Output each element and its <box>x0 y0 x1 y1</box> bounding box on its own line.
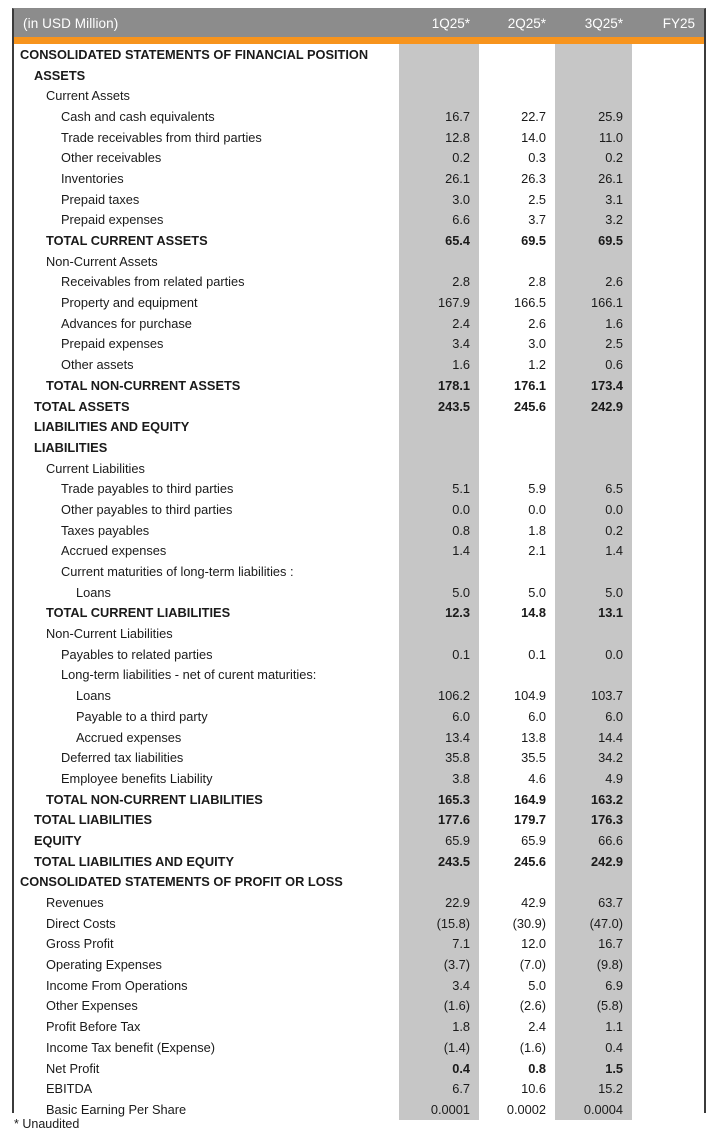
cell-1q25: 12.3 <box>445 605 470 621</box>
cell-2q25: 26.3 <box>521 170 546 186</box>
cell-3q25: 1.4 <box>605 543 623 559</box>
cell-2q25: 5.9 <box>528 481 546 497</box>
cell-1q25: 12.8 <box>445 129 470 145</box>
cell-3q25: 0.0 <box>605 501 623 517</box>
cell-1q25: 13.4 <box>445 729 470 745</box>
cell-2q25: 0.3 <box>528 150 546 166</box>
table-row <box>14 1099 704 1120</box>
row-label: Cash and cash equivalents <box>61 108 215 124</box>
table-row <box>14 1058 704 1079</box>
row-label: Payables to related parties <box>61 646 213 662</box>
table-body <box>14 44 704 1120</box>
cell-3q25: 11.0 <box>599 129 623 145</box>
cell-3q25: 1.1 <box>605 1019 623 1035</box>
cell-2q25: 164.9 <box>513 791 546 807</box>
cell-1q25: 16.7 <box>445 108 470 124</box>
table-row <box>14 934 704 955</box>
row-label: Property and equipment <box>61 295 198 311</box>
row-label: Other assets <box>61 357 134 373</box>
row-label: CONSOLIDATED STATEMENTS OF FINANCIAL POSITION <box>20 46 369 62</box>
row-label: CONSOLIDATED STATEMENTS OF PROFIT OR LOSS <box>20 874 343 890</box>
row-label: Prepaid expenses <box>61 336 164 352</box>
row-label: Gross Profit <box>46 936 114 952</box>
table-row <box>14 230 704 251</box>
cell-1q25: 5.0 <box>452 584 470 600</box>
table-row <box>14 727 704 748</box>
cell-3q25: 34.2 <box>598 750 623 766</box>
cell-3q25: 163.2 <box>590 791 623 807</box>
row-label: Loans <box>76 688 111 704</box>
row-label: Direct Costs <box>46 915 116 931</box>
table-row <box>14 747 704 768</box>
row-label: Non-Current Liabilities <box>46 626 173 642</box>
row-label: Taxes payables <box>61 522 150 538</box>
table-row <box>14 1037 704 1058</box>
cell-1q25: 0.0 <box>452 501 470 517</box>
table-row <box>14 851 704 872</box>
column-header-fy25: FY25 <box>662 15 695 31</box>
table-row <box>14 582 704 603</box>
cell-2q25: 14.8 <box>521 605 546 621</box>
cell-2q25: 10.6 <box>521 1081 546 1097</box>
table-row <box>14 168 704 189</box>
table-row <box>14 1078 704 1099</box>
cell-1q25: 178.1 <box>437 377 470 393</box>
table-row <box>14 975 704 996</box>
table-row <box>14 127 704 148</box>
cell-1q25: 1.8 <box>452 1019 470 1035</box>
cell-1q25: 3.8 <box>452 770 470 786</box>
cell-2q25: 5.0 <box>528 584 546 600</box>
cell-3q25: 5.0 <box>605 584 623 600</box>
column-header-3q25: 3Q25* <box>584 15 623 31</box>
cell-1q25: 0.2 <box>452 150 470 166</box>
table-header-row <box>14 9 704 37</box>
cell-1q25: 243.5 <box>437 398 470 414</box>
cell-2q25: 104.9 <box>513 688 546 704</box>
cell-1q25: 2.4 <box>452 315 470 331</box>
table-row <box>14 272 704 293</box>
cell-2q25: 6.0 <box>528 708 546 724</box>
cell-2q25: 3.7 <box>528 212 546 228</box>
cell-1q25: 3.0 <box>452 191 470 207</box>
row-label: Income Tax benefit (Expense) <box>46 1039 216 1055</box>
row-label: TOTAL ASSETS <box>34 398 130 414</box>
row-label: Advances for purchase <box>61 315 192 331</box>
cell-1q25: (3.7) <box>443 957 470 973</box>
cell-3q25: 4.9 <box>605 770 623 786</box>
row-label: ASSETS <box>34 67 86 83</box>
table-row <box>14 499 704 520</box>
cell-2q25: 245.6 <box>513 853 546 869</box>
row-label: EQUITY <box>34 832 82 848</box>
cell-2q25: 13.8 <box>521 729 546 745</box>
table-row <box>14 954 704 975</box>
cell-1q25: 6.0 <box>452 708 470 724</box>
cell-1q25: (15.8) <box>436 915 470 931</box>
cell-1q25: 65.4 <box>445 233 470 249</box>
unit-label: (in USD Million) <box>23 15 119 31</box>
cell-3q25: 1.5 <box>605 1060 623 1076</box>
table-row <box>14 561 704 582</box>
cell-3q25: 166.1 <box>590 295 623 311</box>
table-row <box>14 789 704 810</box>
cell-1q25: 0.1 <box>452 646 470 662</box>
cell-1q25: (1.6) <box>443 998 470 1014</box>
row-label: Prepaid expenses <box>61 212 164 228</box>
cell-1q25: 0.4 <box>452 1060 470 1076</box>
cell-2q25: 12.0 <box>521 936 546 952</box>
table-row <box>14 354 704 375</box>
cell-3q25: 13.1 <box>598 605 623 621</box>
cell-1q25: (1.4) <box>443 1039 470 1055</box>
table-row <box>14 685 704 706</box>
row-label: LIABILITIES <box>34 439 108 455</box>
row-label: Non-Current Assets <box>46 253 158 269</box>
table-row <box>14 106 704 127</box>
table-row <box>14 665 704 686</box>
cell-1q25: 165.3 <box>437 791 470 807</box>
row-label: Net Profit <box>46 1060 100 1076</box>
cell-2q25: (2.6) <box>519 998 546 1014</box>
cell-1q25: 0.8 <box>452 522 470 538</box>
cell-3q25: 69.5 <box>598 233 623 249</box>
table-row <box>14 458 704 479</box>
row-label: Receivables from related parties <box>61 274 245 290</box>
cell-3q25: 103.7 <box>590 688 623 704</box>
cell-1q25: 6.7 <box>452 1081 470 1097</box>
cell-2q25: 176.1 <box>513 377 546 393</box>
table-row <box>14 44 704 65</box>
row-label: Prepaid taxes <box>61 191 140 207</box>
cell-1q25: 1.4 <box>452 543 470 559</box>
cell-2q25: 2.8 <box>528 274 546 290</box>
cell-1q25: 22.9 <box>445 895 470 911</box>
cell-2q25: 0.0002 <box>506 1101 546 1117</box>
cell-2q25: (30.9) <box>512 915 546 931</box>
cell-1q25: 5.1 <box>452 481 470 497</box>
row-label: Other payables to third parties <box>61 501 233 517</box>
cell-1q25: 3.4 <box>452 977 470 993</box>
cell-3q25: 2.6 <box>605 274 623 290</box>
row-label: TOTAL LIABILITIES AND EQUITY <box>34 853 235 869</box>
table-row <box>14 189 704 210</box>
cell-3q25: 6.0 <box>605 708 623 724</box>
row-label: Profit Before Tax <box>46 1019 141 1035</box>
cell-2q25: 42.9 <box>521 895 546 911</box>
cell-3q25: 0.6 <box>605 357 623 373</box>
table-row <box>14 623 704 644</box>
column-header-1q25: 1Q25* <box>431 15 470 31</box>
cell-2q25: 4.6 <box>528 770 546 786</box>
cell-2q25: 65.9 <box>521 832 546 848</box>
cell-2q25: (1.6) <box>519 1039 546 1055</box>
table-row <box>14 644 704 665</box>
accent-divider <box>14 37 704 44</box>
table-row <box>14 913 704 934</box>
financial-statement-table <box>12 8 706 1117</box>
cell-2q25: 2.5 <box>528 191 546 207</box>
table-row <box>14 210 704 231</box>
table-row <box>14 830 704 851</box>
row-label: Other receivables <box>61 150 162 166</box>
table-row <box>14 706 704 727</box>
cell-3q25: 0.0 <box>605 646 623 662</box>
row-label: Loans <box>76 584 111 600</box>
cell-3q25: (47.0) <box>589 915 623 931</box>
row-label: Deferred tax liabilities <box>61 750 184 766</box>
table-row <box>14 478 704 499</box>
table-row <box>14 313 704 334</box>
cell-2q25: 166.5 <box>513 295 546 311</box>
cell-2q25: 0.1 <box>528 646 546 662</box>
cell-3q25: 176.3 <box>590 812 623 828</box>
table-row <box>14 872 704 893</box>
cell-2q25: 69.5 <box>521 233 546 249</box>
row-label: TOTAL LIABILITIES <box>34 812 153 828</box>
table-row <box>14 334 704 355</box>
row-label: Operating Expenses <box>46 957 162 973</box>
row-label: EBITDA <box>46 1081 93 1097</box>
cell-2q25: 1.8 <box>528 522 546 538</box>
row-label: Accrued expenses <box>61 543 167 559</box>
row-label: Other Expenses <box>46 998 138 1014</box>
row-label: Inventories <box>61 170 124 186</box>
cell-3q25: 25.9 <box>598 108 623 124</box>
cell-3q25: 3.1 <box>605 191 623 207</box>
cell-3q25: 15.2 <box>598 1081 623 1097</box>
table-row <box>14 85 704 106</box>
cell-2q25: 22.7 <box>521 108 546 124</box>
cell-3q25: 0.2 <box>605 522 623 538</box>
cell-3q25: (9.8) <box>596 957 623 973</box>
footnote: * Unaudited <box>14 1117 80 1131</box>
row-label: Trade receivables from third parties <box>61 129 262 145</box>
cell-3q25: 0.0004 <box>583 1101 623 1117</box>
cell-1q25: 177.6 <box>437 812 470 828</box>
cell-3q25: 16.7 <box>598 936 623 952</box>
cell-2q25: 1.2 <box>528 357 546 373</box>
cell-2q25: 3.0 <box>528 336 546 352</box>
cell-1q25: 35.8 <box>445 750 470 766</box>
table-row <box>14 251 704 272</box>
cell-1q25: 26.1 <box>445 170 470 186</box>
cell-1q25: 167.9 <box>437 295 470 311</box>
table-row <box>14 892 704 913</box>
row-label: Current maturities of long-term liabilities : <box>61 564 294 580</box>
cell-3q25: 66.6 <box>598 832 623 848</box>
table-row <box>14 396 704 417</box>
cell-2q25: 2.1 <box>528 543 546 559</box>
table-row <box>14 416 704 437</box>
cell-2q25: 2.6 <box>528 315 546 331</box>
cell-2q25: 179.7 <box>513 812 546 828</box>
table-row <box>14 437 704 458</box>
cell-1q25: 6.6 <box>452 212 470 228</box>
table-row <box>14 996 704 1017</box>
row-label: Current Assets <box>46 88 130 104</box>
cell-1q25: 106.2 <box>437 688 470 704</box>
cell-2q25: 0.8 <box>528 1060 546 1076</box>
row-label: TOTAL NON-CURRENT LIABILITIES <box>46 791 263 807</box>
row-label: TOTAL NON-CURRENT ASSETS <box>46 377 241 393</box>
cell-1q25: 0.0001 <box>430 1101 470 1117</box>
row-label: TOTAL CURRENT ASSETS <box>46 233 208 249</box>
row-label: Revenues <box>46 895 104 911</box>
cell-3q25: 242.9 <box>590 398 623 414</box>
cell-3q25: 0.4 <box>605 1039 623 1055</box>
cell-1q25: 7.1 <box>452 936 470 952</box>
cell-1q25: 65.9 <box>445 832 470 848</box>
cell-1q25: 1.6 <box>452 357 470 373</box>
cell-3q25: 6.5 <box>605 481 623 497</box>
cell-2q25: 0.0 <box>528 501 546 517</box>
cell-3q25: 14.4 <box>598 729 623 745</box>
table-row <box>14 292 704 313</box>
row-label: Current Liabilities <box>46 460 145 476</box>
table-row <box>14 147 704 168</box>
row-label: Employee benefits Liability <box>61 770 213 786</box>
cell-1q25: 3.4 <box>452 336 470 352</box>
cell-3q25: (5.8) <box>596 998 623 1014</box>
row-label: Trade payables to third parties <box>61 481 234 497</box>
row-label: Long-term liabilities - net of curent maturities: <box>61 667 317 683</box>
table-row <box>14 809 704 830</box>
table-row <box>14 65 704 86</box>
row-label: Accrued expenses <box>76 729 182 745</box>
row-label: Basic Earning Per Share <box>46 1101 187 1117</box>
cell-3q25: 1.6 <box>605 315 623 331</box>
cell-2q25: 35.5 <box>521 750 546 766</box>
table-row <box>14 520 704 541</box>
row-label: LIABILITIES AND EQUITY <box>34 419 190 435</box>
row-label: Payable to a third party <box>76 708 208 724</box>
cell-2q25: 5.0 <box>528 977 546 993</box>
cell-3q25: 63.7 <box>598 895 623 911</box>
cell-1q25: 243.5 <box>437 853 470 869</box>
cell-3q25: 0.2 <box>605 150 623 166</box>
cell-3q25: 26.1 <box>598 170 623 186</box>
cell-1q25: 2.8 <box>452 274 470 290</box>
cell-2q25: 245.6 <box>513 398 546 414</box>
table-row <box>14 375 704 396</box>
cell-3q25: 3.2 <box>605 212 623 228</box>
cell-2q25: 14.0 <box>521 129 546 145</box>
cell-3q25: 2.5 <box>605 336 623 352</box>
cell-3q25: 6.9 <box>605 977 623 993</box>
table-row <box>14 768 704 789</box>
cell-3q25: 242.9 <box>590 853 623 869</box>
cell-2q25: 2.4 <box>528 1019 546 1035</box>
table-row <box>14 1016 704 1037</box>
table-row <box>14 541 704 562</box>
column-header-2q25: 2Q25* <box>507 15 546 31</box>
cell-3q25: 173.4 <box>590 377 623 393</box>
row-label: TOTAL CURRENT LIABILITIES <box>46 605 231 621</box>
cell-2q25: (7.0) <box>519 957 546 973</box>
table-row <box>14 603 704 624</box>
row-label: Income From Operations <box>46 977 188 993</box>
